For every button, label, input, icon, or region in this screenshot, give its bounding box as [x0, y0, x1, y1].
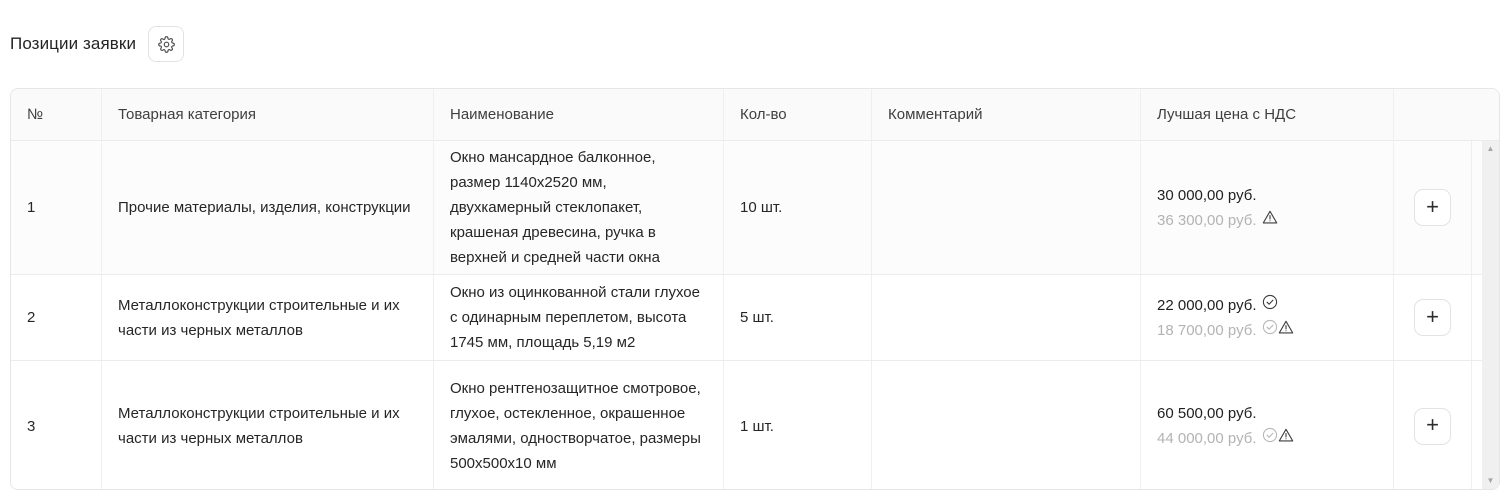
category-cell	[101, 361, 433, 490]
category-text: Прочие материалы, изделия, конструкции	[118, 199, 411, 216]
best-price-cell	[1140, 275, 1393, 360]
header-number: №	[27, 106, 44, 123]
category-text: Металлоконструкции строительные и их части из черных металлов	[118, 296, 400, 339]
scroll-up-icon[interactable]: ▲	[1486, 144, 1495, 153]
quantity-text: 5 шт.	[740, 309, 774, 326]
best-price-secondary	[1157, 426, 1294, 451]
quantity-text: 1 шт.	[740, 417, 774, 435]
best-price-main	[1157, 183, 1262, 208]
vertical-scrollbar[interactable]	[1482, 141, 1499, 489]
comment-cell	[871, 361, 1140, 490]
name-text: Окно рентгенозащитное смотровое, глухое, остекленное, окрашенное эмалями, одностворчатое, размеры 500х500х10 мм	[450, 380, 701, 472]
table-row	[11, 141, 1499, 274]
name-text: Окно мансардное балконное, размер 1140х2520 мм, двухкамерный стеклопакет, крашеная древесина, ручка в верхней и средней части окна	[450, 149, 660, 266]
table-row	[11, 274, 1499, 360]
check-circle-icon	[1262, 319, 1278, 335]
warning-triangle-icon	[1262, 209, 1278, 225]
best-price-cell	[1140, 141, 1393, 274]
best-price-main	[1157, 401, 1262, 426]
best-price-main	[1157, 293, 1278, 318]
name-text: Окно из оцинкованной стали глухое с одинарным переплетом, высота 1745 мм, площадь 5,19 м2	[450, 284, 700, 351]
best-price-secondary-value: 18 700,00 руб.	[1157, 321, 1257, 339]
page-header	[10, 26, 184, 62]
scroll-down-icon[interactable]: ▼	[1486, 476, 1495, 485]
add-offer-button[interactable]: +	[1414, 408, 1451, 445]
actions-cell	[1393, 361, 1471, 490]
best-price-secondary	[1157, 318, 1294, 343]
row-number: 3	[27, 417, 36, 435]
header-category: Товарная категория	[101, 89, 433, 140]
warning-triangle-icon	[1278, 427, 1294, 443]
row-number-cell	[11, 361, 101, 490]
actions-cell	[1393, 141, 1471, 274]
actions-cell	[1393, 275, 1471, 360]
add-offer-button[interactable]: +	[1414, 189, 1451, 226]
header-quantity: Кол-во	[723, 89, 871, 140]
best-price-secondary-value: 36 300,00 руб.	[1157, 211, 1257, 229]
best-price-main-value: 60 500,00 руб.	[1157, 405, 1257, 422]
comment-cell	[871, 141, 1140, 274]
quantity-text: 10 шт.	[740, 199, 783, 216]
order-items-table	[10, 88, 1500, 490]
check-circle-icon	[1262, 427, 1278, 443]
settings-button[interactable]	[148, 26, 184, 62]
gear-icon	[158, 36, 175, 53]
quantity-cell	[723, 361, 871, 490]
best-price-cell	[1140, 361, 1393, 490]
row-number-cell	[11, 141, 101, 274]
check-circle-icon	[1262, 294, 1278, 310]
best-price-main-value: 30 000,00 руб.	[1157, 186, 1257, 204]
warning-triangle-icon	[1278, 319, 1294, 335]
quantity-cell	[723, 141, 871, 274]
header-gutter	[1471, 89, 1500, 140]
header-best-price: Лучшая цена с НДС	[1140, 89, 1393, 140]
table-row	[11, 360, 1499, 490]
best-price-main-value: 22 000,00 руб.	[1157, 296, 1257, 314]
header-name: Наименование	[433, 89, 723, 140]
row-number-cell	[11, 275, 101, 360]
page-title: Позиции заявки	[10, 34, 137, 53]
best-price-secondary-value: 44 000,00 руб.	[1157, 430, 1257, 447]
name-cell	[433, 275, 723, 360]
best-price-secondary	[1157, 208, 1278, 233]
row-number: 2	[27, 309, 36, 326]
category-cell	[101, 141, 433, 274]
row-number: 1	[27, 199, 36, 216]
name-cell	[433, 141, 723, 274]
add-offer-button[interactable]: +	[1414, 299, 1451, 336]
category-cell	[101, 275, 433, 360]
header-comment: Комментарий	[871, 89, 1140, 140]
quantity-cell	[723, 275, 871, 360]
table-body	[11, 141, 1499, 490]
name-cell	[433, 361, 723, 490]
category-text: Металлоконструкции строительные и их части из черных металлов	[118, 405, 400, 447]
table-header	[11, 89, 1499, 141]
comment-cell	[871, 275, 1140, 360]
header-actions	[1393, 89, 1471, 140]
